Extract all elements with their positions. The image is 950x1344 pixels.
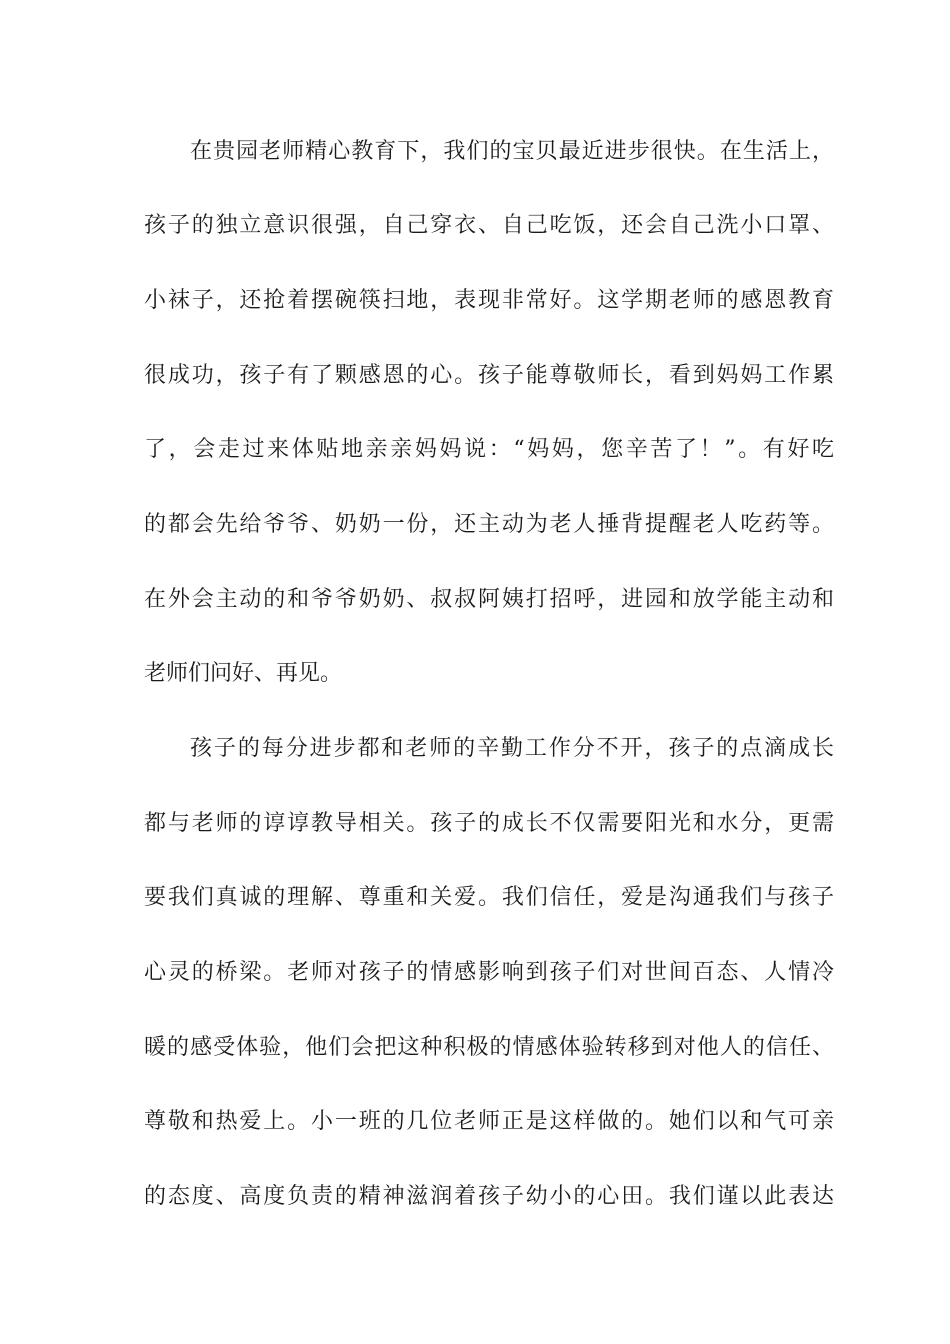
text-line: 很成功，孩子有了颗感恩的心。孩子能尊敬师长，看到妈妈工作累 xyxy=(144,363,834,388)
text-line: 了，会走过来体贴地亲亲妈妈说：“妈妈，您辛苦了！”。有好吃 xyxy=(144,437,834,462)
text-line: 孩子的每分进步都和老师的辛勤工作分不开，孩子的点滴成长 xyxy=(190,736,834,761)
text-line: 孩子的独立意识很强，自己穿衣、自己吃饭，还会自己洗小口罩、 xyxy=(144,213,834,238)
text-line: 都与老师的谆谆教导相关。孩子的成长不仅需要阳光和水分，更需 xyxy=(144,811,834,836)
text-line: 的都会先给爷爷、奶奶一份，还主动为老人捶背提醒老人吃药等。 xyxy=(144,512,834,537)
text-line: 小袜子，还抢着摆碗筷扫地，表现非常好。这学期老师的感恩教育 xyxy=(144,288,834,313)
text-line: 的态度、高度负责的精神滋润着孩子幼小的心田。我们谨以此表达 xyxy=(144,1184,834,1209)
text-line: 老师们问好、再见。 xyxy=(144,661,343,686)
text-line: 要我们真诚的理解、尊重和关爱。我们信任，爱是沟通我们与孩子 xyxy=(144,885,834,910)
text-line: 在贵园老师精心教育下，我们的宝贝最近进步很快。在生活上， xyxy=(190,139,834,164)
text-line: 在外会主动的和爷爷奶奶、叔叔阿姨打招呼，进园和放学能主动和 xyxy=(144,587,834,612)
text-line: 暖的感受体验，他们会把这种积极的情感体验转移到对他人的信任、 xyxy=(144,1035,834,1060)
text-line: 心灵的桥梁。老师对孩子的情感影响到孩子们对世间百态、人情冷 xyxy=(144,960,834,985)
text-line: 尊敬和热爱上。小一班的几位老师正是这样做的。她们以和气可亲 xyxy=(144,1109,834,1134)
